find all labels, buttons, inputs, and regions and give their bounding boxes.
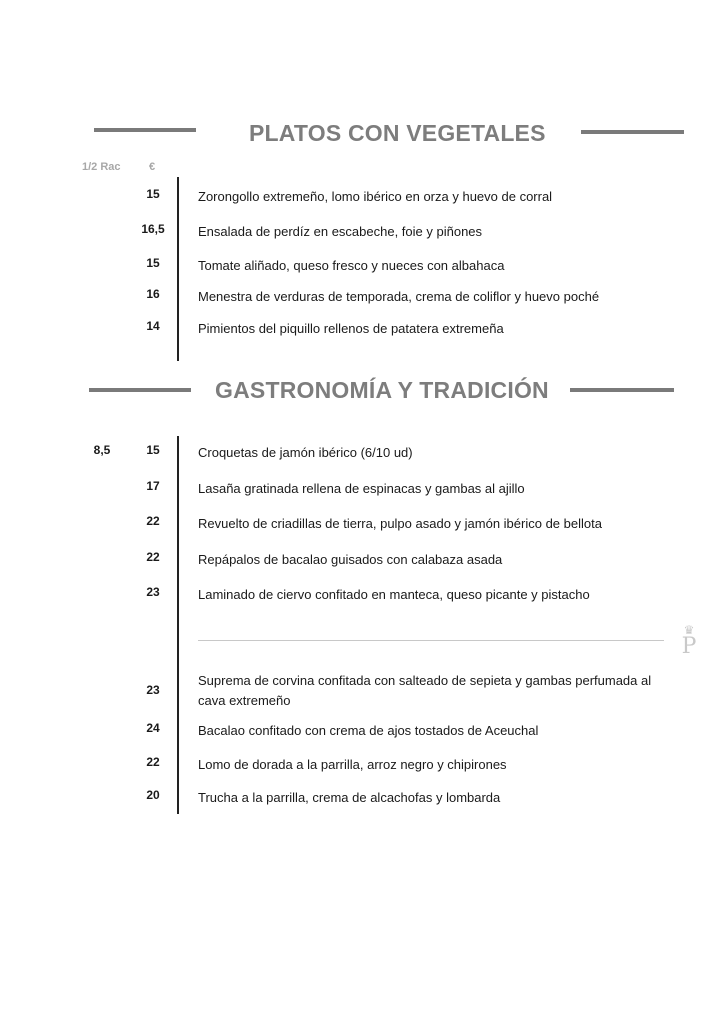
section-rule-left [94,128,196,132]
dish-description: Bacalao confitado con crema de ajos tostados de Aceuchal [198,723,539,738]
dish-description: Trucha a la parrilla, crema de alcachofas y lombarda [198,790,501,805]
price: 15 [146,256,160,270]
price: 23 [146,585,160,599]
menu-item [0,755,724,775]
menu-item [0,187,724,207]
menu-item [0,256,724,276]
dish-description: Zorongollo extremeño, lomo ibérico en orza y huevo de corral [198,189,553,204]
menu-item [0,319,724,339]
price: 24 [146,721,160,735]
price: 23 [146,683,160,697]
menu-item [0,514,724,534]
price: 15 [146,443,160,457]
price: 22 [146,514,160,528]
dish-description: Croquetas de jamón ibérico (6/10 ud) [198,445,413,460]
dish-description: Tomate aliñado, queso fresco y nueces con albahaca [198,258,505,273]
menu-item [0,479,724,499]
price: 17 [146,479,160,493]
menu-item [0,287,724,307]
dish-description: Lasaña gratinada rellena de espinacas y gambas al ajillo [198,481,525,496]
menu-item [0,788,724,808]
menu-item [0,585,724,605]
dish-description: Ensalada de perdíz en escabeche, foie y piñones [198,224,483,239]
price: 15 [146,187,160,201]
section-rule-right [581,130,684,134]
price: 20 [146,788,160,802]
crown-icon: ♛ [683,623,695,637]
menu-item [0,443,724,463]
half-portion-price: 8,5 [93,443,111,457]
logo-letter: P [681,634,697,659]
price: 22 [146,550,160,564]
section-title: GASTRONOMÍA Y TRADICIÓN [215,377,549,403]
section-rule-left [89,388,191,392]
dish-description: Lomo de dorada a la parrilla, arroz negro y chipirones [198,757,507,772]
dish-description: Suprema de corvina confitada con salteado de sepieta y gambas perfumada al cava extremeño [198,673,652,708]
price: 14 [146,319,160,333]
price: 22 [146,755,160,769]
dish-description: Laminado de ciervo confitado en manteca, queso picante y pistacho [198,587,590,602]
menu-item [0,222,724,242]
price-column-header: € [149,161,156,173]
menu-item [0,671,724,711]
price: 16 [146,287,160,301]
page-break-divider [198,640,664,641]
half-portion-column-header: 1/2 Rac [82,161,121,173]
dish-description: Pimientos del piquillo rellenos de patatera extremeña [198,321,504,336]
dish-description: Menestra de verduras de temporada, crema de coliflor y huevo poché [198,289,600,304]
dish-description: Revuelto de criadillas de tierra, pulpo asado y jamón ibérico de bellota [198,516,602,531]
section-title: PLATOS CON VEGETALES [249,120,546,146]
section-rule-right [570,388,674,392]
price: 16,5 [141,222,165,236]
dish-description: Repápalos de bacalao guisados con calabaza asada [198,552,503,567]
menu-item [0,550,724,570]
crown-p-logo [674,624,704,660]
menu-item [0,721,724,741]
